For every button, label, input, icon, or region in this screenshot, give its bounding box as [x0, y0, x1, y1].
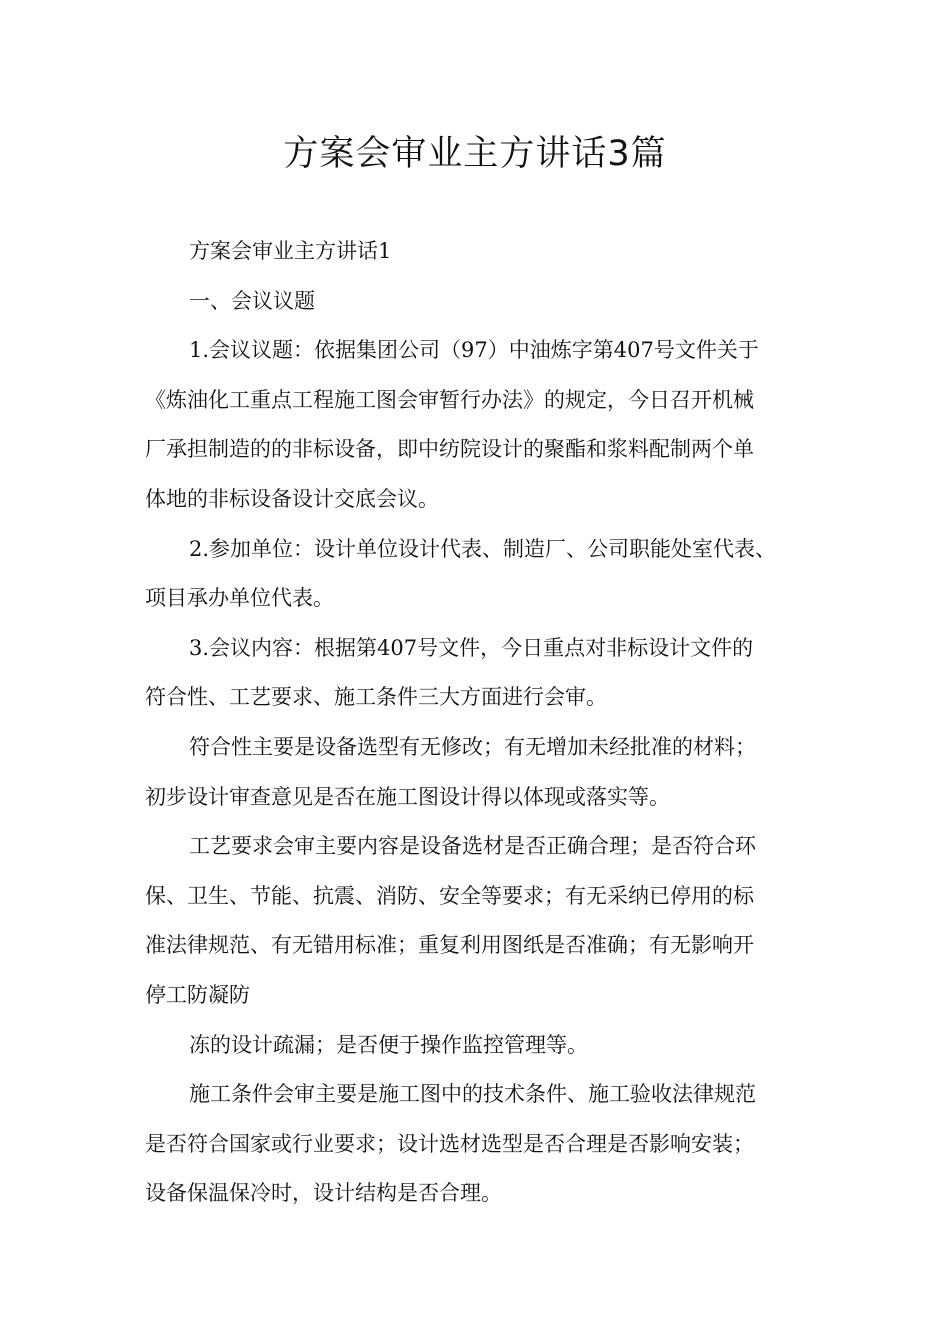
- text-line: 保、卫生、节能、抗震、消防、安全等要求；有无采纳已停用的标: [145, 883, 754, 908]
- text-line: 准法律规范、有无错用标准；重复利用图纸是否准确；有无影响开: [145, 933, 754, 958]
- text-line: 3.会议内容：根据第407号文件，今日重点对非标设计文件的: [189, 635, 754, 660]
- text-line: 《炼油化工重点工程施工图会审暂行办法》的规定，今日召开机械: [145, 387, 754, 412]
- text-line: 体地的非标设备设计交底会议。: [145, 486, 439, 511]
- text-line: 符合性主要是设备选型有无修改；有无增加未经批准的材料；: [189, 734, 756, 759]
- document-body: [145, 227, 825, 1219]
- text-line: 停工防凝防: [145, 982, 250, 1007]
- text-line: 设备保温保冷时，设计结构是否合理。: [145, 1181, 502, 1206]
- text-line: 方案会审业主方讲话1: [189, 239, 392, 263]
- text-line: 是否符合国家或行业要求；设计选材选型是否合理是否影响安装；: [145, 1131, 754, 1156]
- document-title: 方案会审业主方讲话3篇: [283, 134, 667, 174]
- text-line: 1.会议议题：依据集团公司（97）中油炼字第407号文件关于: [189, 338, 759, 363]
- text-line: 符合性、工艺要求、施工条件三大方面进行会审。: [145, 685, 607, 710]
- text-line: 厂承担制造的的非标设备，即中纺院设计的聚酯和浆料配制两个单: [145, 437, 754, 462]
- text-line: 冻的设计疏漏；是否便于操作监控管理等。: [189, 1032, 588, 1057]
- text-line: 工艺要求会审主要内容是设备选材是否正确合理；是否符合环: [189, 834, 756, 859]
- text-line: 初步设计审查意见是否在施工图设计得以体现或落实等。: [145, 784, 670, 809]
- text-line: 项目承办单位代表。: [145, 586, 334, 611]
- text-line: 2.参加单位：设计单位设计代表、制造厂、公司职能处室代表、: [189, 536, 777, 561]
- text-line: 施工条件会审主要是施工图中的技术条件、施工验收法律规范: [189, 1082, 756, 1107]
- text-line: 一、会议议题: [189, 288, 315, 313]
